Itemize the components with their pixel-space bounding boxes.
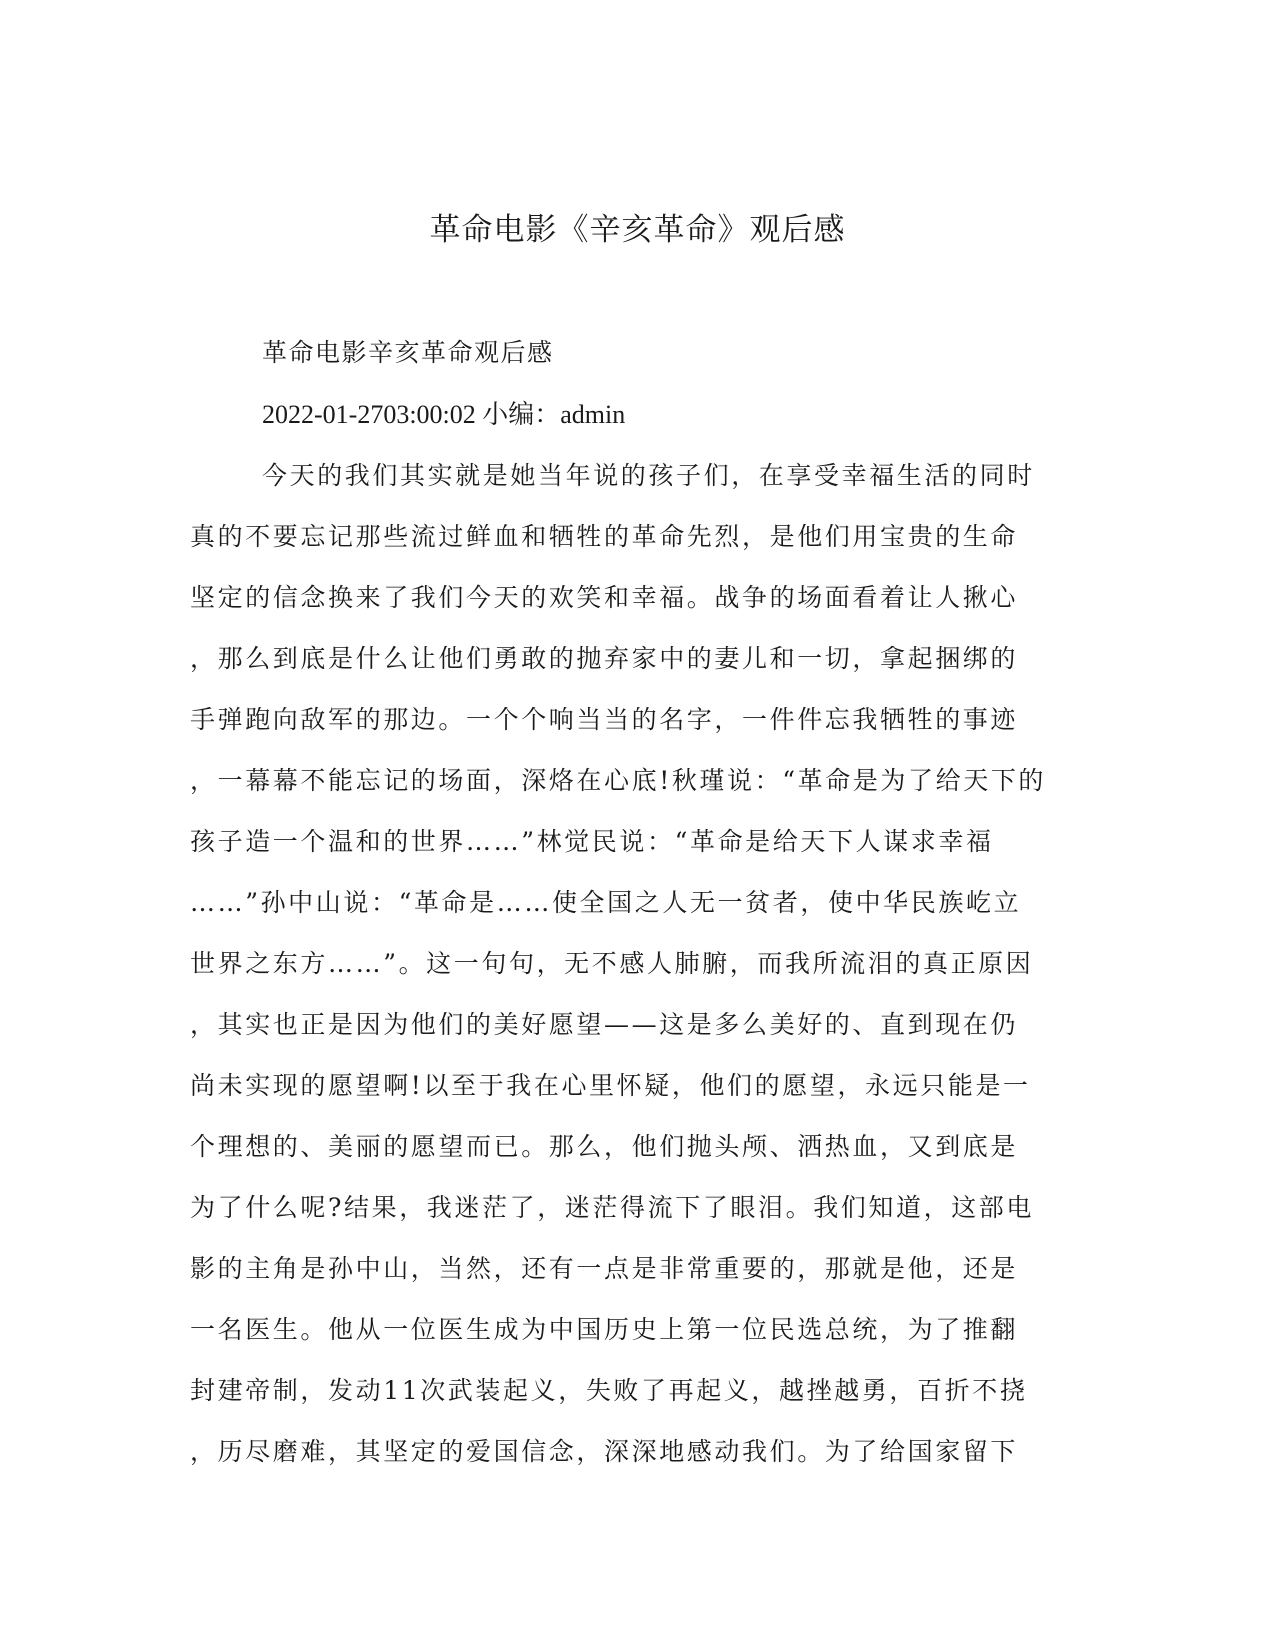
- body-line: 封建帝制，发动11次武装起义，失败了再起义，越挫越勇，百折不挠: [190, 1376, 1028, 1405]
- body-line: 今天的我们其实就是她当年说的孩子们，在享受幸福生活的同时: [262, 461, 1035, 490]
- body-line: 一名医生。他从一位医生成为中国历史上第一位民选总统，为了推翻: [190, 1315, 1019, 1344]
- body-line: 坚定的信念换来了我们今天的欢笑和幸福。战争的场面看着让人揪心: [190, 583, 1019, 612]
- body-line: 真的不要忘记那些流过鲜血和牺牲的革命先烈，是他们用宝贵的生命: [190, 522, 1019, 551]
- body-line: 影的主角是孙中山，当然，还有一点是非常重要的，那就是他，还是: [190, 1254, 1019, 1283]
- body-line: 手弹跑向敌军的那边。一个个响当当的名字，一件件忘我牺牲的事迹: [190, 705, 1019, 734]
- body-line: 尚未实现的愿望啊!以至于我在心里怀疑，他们的愿望，永远只能是一: [190, 1071, 1031, 1100]
- body-line: ，历尽磨难，其坚定的爱国信念，深深地感动我们。为了给国家留下: [190, 1437, 1019, 1466]
- body-line: ，一幕幕不能忘记的场面，深烙在心底!秋瑾说：“革命是为了给天下的: [190, 766, 1047, 795]
- body-line: ……”孙中山说：“革命是……使全国之人无一贫者，使中华民族屹立: [190, 888, 1022, 917]
- body-line: 个理想的、美丽的愿望而已。那么，他们抛头颅、洒热血，又到底是: [190, 1132, 1019, 1161]
- body-line: ，那么到底是什么让他们勇敢的抛弃家中的妻儿和一切，拿起捆绑的: [190, 644, 1019, 673]
- article-subtitle: 革命电影辛亥革命观后感: [262, 338, 554, 367]
- body-line: 为了什么呢?结果，我迷茫了，迷茫得流下了眼泪。我们知道，这部电: [190, 1193, 1035, 1222]
- article-body: [190, 459, 1090, 1496]
- body-line: ，其实也正是因为他们的美好愿望——这是多么美好的、直到现在仍: [190, 1010, 1019, 1039]
- body-line: 世界之东方……”。这一句句，无不感人肺腑，而我所流泪的真正原因: [190, 949, 1034, 978]
- document-title: 革命电影《辛亥革命》观后感: [429, 212, 846, 248]
- article-meta: 2022-01-2703:00:02 小编：admin: [262, 400, 626, 429]
- body-line: 孩子造一个温和的世界……”林觉民说：“革命是给天下人谋求幸福: [190, 827, 994, 856]
